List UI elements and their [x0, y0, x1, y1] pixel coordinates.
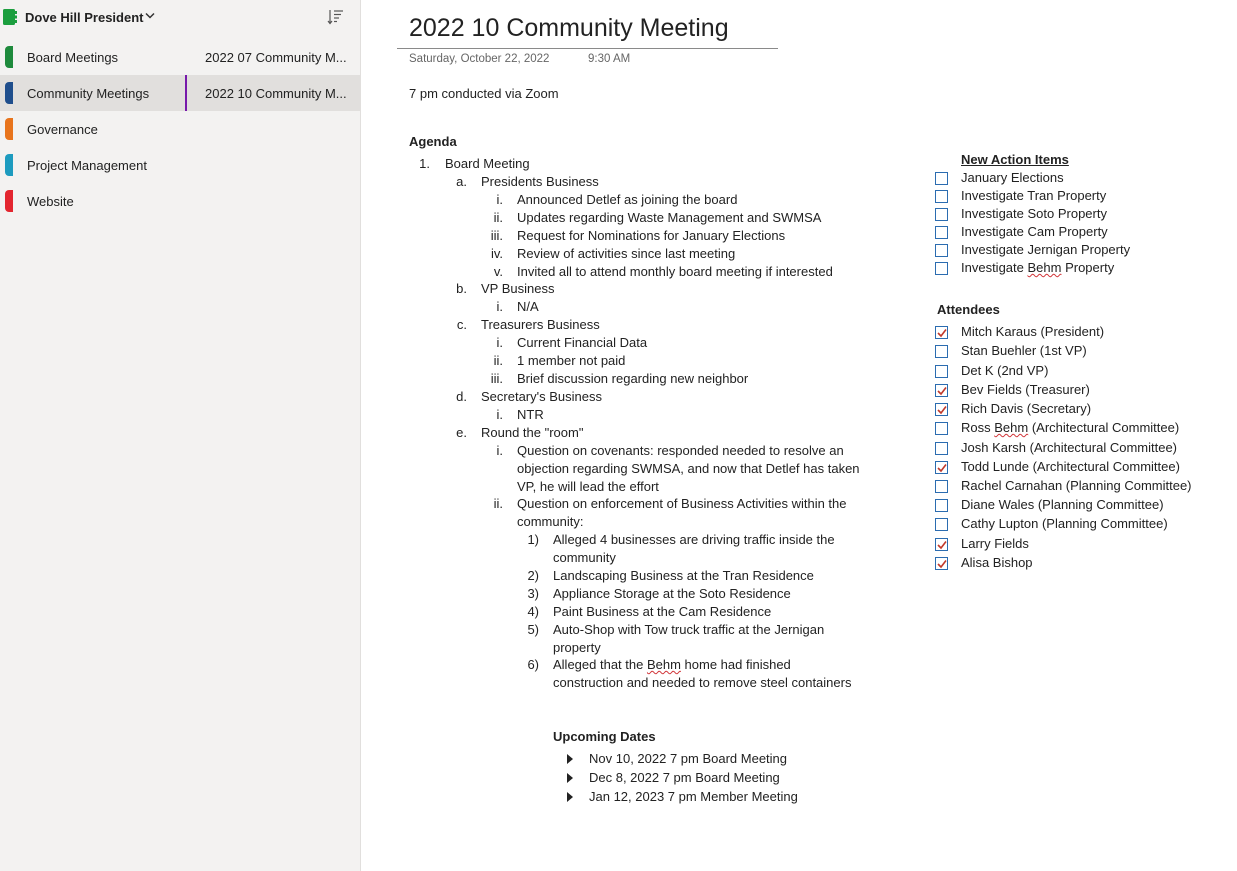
upcoming-item[interactable]: Dec 8, 2022 7 pm Board Meeting	[589, 770, 780, 785]
agenda-item[interactable]: N/A	[517, 299, 539, 314]
attendee-checkbox[interactable]	[935, 499, 948, 512]
sort-icon[interactable]	[327, 8, 345, 26]
list-number: 5)	[527, 622, 539, 637]
agenda-item[interactable]: Secretary's Business	[481, 389, 602, 404]
agenda-item[interactable]: 1 member not paid	[517, 353, 626, 368]
agenda-item[interactable]: Treasurers Business	[481, 317, 600, 332]
list-number: i.	[496, 192, 503, 207]
todo-checkbox[interactable]	[935, 262, 948, 275]
attendee-name[interactable]: Todd Lunde (Architectural Committee)	[961, 459, 1180, 474]
list-number: ii.	[493, 210, 503, 225]
attendee-checkbox[interactable]	[935, 442, 948, 455]
upcoming-item[interactable]: Jan 12, 2023 7 pm Member Meeting	[589, 789, 798, 804]
agenda-item[interactable]: Alleged 4 businesses are driving traffic inside the	[553, 532, 835, 547]
list-number: 4)	[527, 604, 539, 619]
upcoming-item[interactable]: Nov 10, 2022 7 pm Board Meeting	[589, 751, 788, 766]
page-canvas[interactable]	[361, 0, 1237, 871]
list-number: c.	[456, 317, 467, 332]
todo-checkbox[interactable]	[935, 190, 948, 203]
section-item-governance[interactable]	[0, 111, 185, 147]
checkmark-icon	[936, 385, 948, 397]
text-run: home had finished	[680, 657, 791, 672]
spelling-flagged-word[interactable]: Behm	[1027, 260, 1062, 275]
list-number: 1)	[527, 532, 539, 547]
agenda-item[interactable]: Auto-Shop with Tow truck traffic at the Jernigan	[553, 622, 825, 637]
page-item[interactable]	[185, 75, 360, 111]
page-date: Saturday, October 22, 2022	[409, 53, 550, 65]
list-number: i.	[496, 299, 503, 314]
attendee-name[interactable]: Rich Davis (Secretary)	[961, 401, 1092, 416]
list-number: d.	[456, 389, 467, 404]
agenda-item[interactable]: Request for Nominations for January Elections	[517, 228, 786, 243]
action-item[interactable]: January Elections	[961, 170, 1064, 185]
agenda-item[interactable]: Invited all to attend monthly board meeting if interested	[517, 264, 833, 279]
attendee-name[interactable]: Diane Wales (Planning Committee)	[961, 497, 1164, 512]
agenda-item-continuation[interactable]: property	[553, 640, 601, 655]
agenda-item[interactable]: Round the "room"	[481, 425, 584, 440]
checkmark-icon	[936, 462, 948, 474]
attendee-checkbox[interactable]	[935, 422, 948, 435]
attendee-checkbox[interactable]	[935, 365, 948, 378]
agenda-item[interactable]: Landscaping Business at the Tran Residence	[553, 568, 814, 583]
attendee-name[interactable]: Rachel Carnahan (Planning Committee)	[961, 478, 1192, 493]
attendee-checkbox[interactable]	[935, 403, 948, 416]
agenda-item[interactable]: Brief discussion regarding new neighbor	[517, 371, 749, 386]
list-number: ii.	[493, 496, 503, 511]
list-number: i.	[496, 407, 503, 422]
list-number: 6)	[527, 657, 539, 672]
intro-text[interactable]: 7 pm conducted via Zoom	[409, 86, 559, 101]
upcoming-heading[interactable]: Upcoming Dates	[553, 729, 656, 744]
attendee-name[interactable]: Bev Fields (Treasurer)	[961, 382, 1090, 397]
section-label: Website	[27, 194, 74, 209]
agenda-heading[interactable]: Agenda	[409, 134, 457, 149]
list-number: v.	[493, 264, 503, 279]
list-number: iv.	[490, 246, 503, 261]
attendee-checkbox[interactable]	[935, 538, 948, 551]
attendee-checkbox[interactable]	[935, 461, 948, 474]
agenda-item[interactable]: VP Business	[481, 281, 555, 296]
todo-checkbox[interactable]	[935, 172, 948, 185]
attendee-checkbox[interactable]	[935, 345, 948, 358]
agenda-item[interactable]: Appliance Storage at the Soto Residence	[553, 586, 791, 601]
action-item[interactable]: Investigate Soto Property	[961, 206, 1107, 221]
todo-checkbox[interactable]	[935, 208, 948, 221]
todo-checkbox[interactable]	[935, 244, 948, 257]
notebook-switcher[interactable]	[0, 0, 185, 36]
attendee-checkbox[interactable]	[935, 480, 948, 493]
checkmark-icon	[936, 539, 948, 551]
action-item[interactable]: Investigate Jernigan Property	[961, 242, 1131, 257]
attendee-checkbox[interactable]	[935, 518, 948, 531]
checkmark-icon	[936, 327, 948, 339]
section-label: Board Meetings	[27, 50, 119, 65]
action-item[interactable]: Investigate Tran Property	[961, 188, 1107, 203]
agenda-item-continuation[interactable]: community	[553, 550, 616, 565]
page-item-label: 2022 07 Community M...	[205, 50, 347, 65]
agenda-item[interactable]: Question on enforcement of Business Activities within the	[517, 496, 847, 511]
attendee-name[interactable]: Larry Fields	[961, 536, 1029, 551]
page-item[interactable]	[185, 39, 360, 75]
agenda-item[interactable]	[553, 656, 791, 674]
section-color-tab	[5, 46, 13, 68]
section-color-tab	[5, 118, 13, 140]
section-item-project-management[interactable]	[0, 147, 185, 183]
text-run: Investigate	[961, 260, 1028, 275]
list-number: i.	[496, 443, 503, 458]
action-item[interactable]: Investigate Cam Property	[961, 224, 1108, 239]
list-number: e.	[456, 425, 467, 440]
list-number: a.	[456, 174, 467, 189]
text-run: Property	[1061, 260, 1115, 275]
page-item-label: 2022 10 Community M...	[205, 86, 347, 101]
section-label: Project Management	[27, 158, 147, 173]
list-number: 3)	[527, 586, 539, 601]
agenda-item[interactable]: NTR	[517, 407, 544, 422]
text-run: Alleged that the	[553, 657, 647, 672]
attendee-name[interactable]: Stan Buehler (1st VP)	[961, 343, 1087, 358]
attendee-name[interactable]: Det K (2nd VP)	[961, 363, 1049, 378]
text-run: (Architectural Committee)	[1028, 420, 1180, 435]
attendee-name[interactable]: Mitch Karaus (President)	[961, 324, 1105, 339]
attendee-checkbox[interactable]	[935, 326, 948, 339]
attendee-name[interactable]	[961, 419, 1179, 437]
list-number: 2)	[527, 568, 539, 583]
action-item[interactable]	[961, 259, 1114, 277]
agenda-item-continuation[interactable]: objection regarding SWMSA, and now that Detlef has taken	[517, 461, 860, 476]
list-number: iii.	[490, 228, 503, 243]
list-number: 1.	[419, 156, 430, 171]
action-items-heading[interactable]: New Action Items	[961, 152, 1069, 167]
list-number: iii.	[490, 371, 503, 386]
attendee-checkbox[interactable]	[935, 557, 948, 570]
section-item-website[interactable]	[0, 183, 185, 219]
attendee-name[interactable]: Cathy Lupton (Planning Committee)	[961, 516, 1168, 531]
agenda-item[interactable]: Board Meeting	[445, 156, 530, 171]
agenda-item[interactable]: Current Financial Data	[517, 335, 648, 350]
section-label: Governance	[27, 122, 98, 137]
section-color-tab	[5, 154, 13, 176]
checkmark-icon	[936, 404, 948, 416]
agenda-item[interactable]: Announced Detlef as joining the board	[517, 192, 738, 207]
collapse-triangle-icon[interactable]	[567, 792, 573, 802]
attendee-name[interactable]: Alisa Bishop	[961, 555, 1033, 570]
section-pane	[0, 0, 186, 871]
list-number: i.	[496, 335, 503, 350]
section-color-tab	[5, 82, 13, 104]
agenda-item-continuation[interactable]: community:	[517, 514, 584, 529]
agenda-item[interactable]: Paint Business at the Cam Residence	[553, 604, 772, 619]
section-item-board-meetings[interactable]	[0, 39, 185, 75]
agenda-item-continuation[interactable]: VP, he will lead the effort	[517, 479, 659, 494]
page-time: 9:30 AM	[588, 53, 631, 65]
notebook-name: Dove Hill President	[25, 10, 144, 25]
agenda-item[interactable]: Review of activities since last meeting	[517, 246, 736, 261]
page-title[interactable]: 2022 10 Community Meeting	[409, 14, 729, 42]
agenda-item[interactable]: Question on covenants: responded needed to resolve an	[517, 443, 844, 458]
title-divider	[397, 48, 778, 49]
attendee-name[interactable]: Josh Karsh (Architectural Committee)	[961, 440, 1178, 455]
agenda-item-continuation[interactable]: construction and needed to remove steel containers	[553, 675, 852, 690]
attendee-checkbox[interactable]	[935, 384, 948, 397]
page-list-pane	[185, 0, 361, 871]
notebook-icon	[3, 9, 17, 25]
checkmark-icon	[936, 558, 948, 570]
chevron-down-icon[interactable]	[145, 12, 155, 20]
collapse-triangle-icon[interactable]	[567, 754, 573, 764]
section-item-community-meetings[interactable]	[0, 75, 185, 111]
section-label: Community Meetings	[27, 86, 150, 101]
list-number: b.	[456, 281, 467, 296]
text-run: Ross	[961, 420, 995, 435]
list-number: ii.	[493, 353, 503, 368]
spelling-flagged-word[interactable]: Behm	[646, 657, 681, 672]
agenda-item[interactable]: Presidents Business	[481, 174, 599, 189]
attendees-heading[interactable]: Attendees	[937, 302, 1000, 317]
collapse-triangle-icon[interactable]	[567, 773, 573, 783]
agenda-item[interactable]: Updates regarding Waste Management and SWMSA	[517, 210, 822, 225]
todo-checkbox[interactable]	[935, 226, 948, 239]
spelling-flagged-word[interactable]: Behm	[994, 420, 1029, 435]
section-color-tab	[5, 190, 13, 212]
